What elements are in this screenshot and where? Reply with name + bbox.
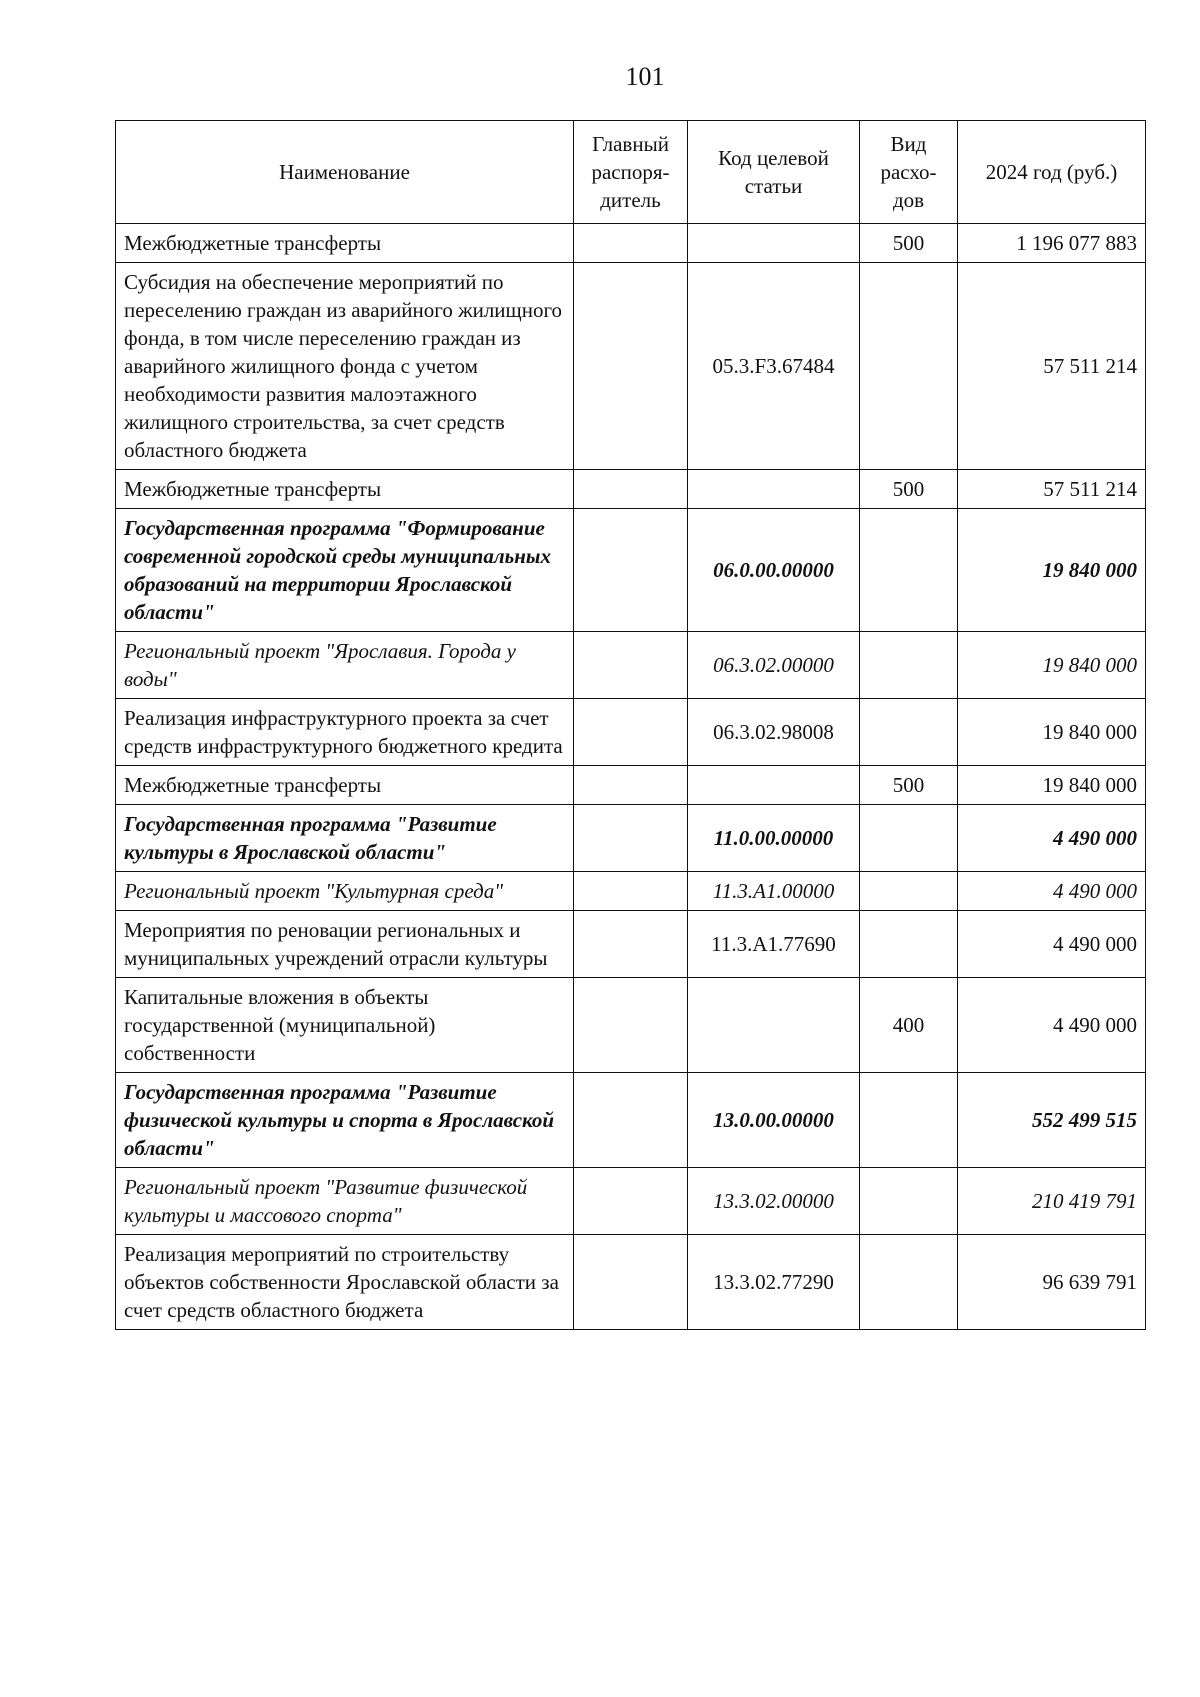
cell-sum: 1 196 077 883 bbox=[958, 224, 1146, 263]
cell-sum: 210 419 791 bbox=[958, 1168, 1146, 1235]
cell-name: Региональный проект "Ярославия. Города у воды" bbox=[116, 632, 574, 699]
cell-sum: 4 490 000 bbox=[958, 911, 1146, 978]
cell-sum: 19 840 000 bbox=[958, 699, 1146, 766]
cell-code: 06.0.00.00000 bbox=[688, 509, 860, 632]
cell-glavny bbox=[574, 224, 688, 263]
cell-name: Субсидия на обеспечение мероприятий по переселению граждан из аварийного жилищного фонда, в том числе переселению граждан из аварийного жилищного фонда с учетом необходимости развития малоэтажного жилищного строительства, за счет средств областного бюджета bbox=[116, 263, 574, 470]
cell-glavny bbox=[574, 1073, 688, 1168]
cell-vid: 400 bbox=[860, 978, 958, 1073]
cell-sum: 4 490 000 bbox=[958, 805, 1146, 872]
table-row-program bbox=[116, 509, 1146, 632]
cell-code bbox=[688, 224, 860, 263]
table-row bbox=[116, 699, 1146, 766]
table-header-row bbox=[116, 121, 1146, 224]
cell-vid bbox=[860, 699, 958, 766]
cell-vid bbox=[860, 805, 958, 872]
cell-vid bbox=[860, 1235, 958, 1330]
table-row bbox=[116, 978, 1146, 1073]
header-code: Код целевой статьи bbox=[688, 121, 860, 224]
page-number: 101 bbox=[625, 62, 665, 91]
cell-vid bbox=[860, 632, 958, 699]
table-row-program bbox=[116, 805, 1146, 872]
cell-glavny bbox=[574, 263, 688, 470]
cell-name: Региональный проект "Культурная среда" bbox=[116, 872, 574, 911]
cell-glavny bbox=[574, 805, 688, 872]
cell-vid: 500 bbox=[860, 224, 958, 263]
cell-glavny bbox=[574, 1168, 688, 1235]
cell-name: Региональный проект "Развитие физической культуры и массового спорта" bbox=[116, 1168, 574, 1235]
cell-glavny bbox=[574, 766, 688, 805]
cell-glavny bbox=[574, 872, 688, 911]
table-row bbox=[116, 263, 1146, 470]
cell-sum: 552 499 515 bbox=[958, 1073, 1146, 1168]
cell-sum: 57 511 214 bbox=[958, 470, 1146, 509]
table-row bbox=[116, 1235, 1146, 1330]
cell-name: Межбюджетные трансферты bbox=[116, 224, 574, 263]
cell-code: 11.3.A1.77690 bbox=[688, 911, 860, 978]
cell-name: Межбюджетные трансферты bbox=[116, 470, 574, 509]
cell-code: 06.3.02.98008 bbox=[688, 699, 860, 766]
budget-table bbox=[115, 120, 1146, 1330]
header-name: Наименование bbox=[116, 121, 574, 224]
cell-name: Межбюджетные трансферты bbox=[116, 766, 574, 805]
table-row bbox=[116, 911, 1146, 978]
table-row-program bbox=[116, 1073, 1146, 1168]
header-vid: Вид расхо-дов bbox=[860, 121, 958, 224]
cell-name: Реализация инфраструктурного проекта за счет средств инфраструктурного бюджетного кредита bbox=[116, 699, 574, 766]
cell-sum: 4 490 000 bbox=[958, 978, 1146, 1073]
cell-vid bbox=[860, 1168, 958, 1235]
cell-code bbox=[688, 766, 860, 805]
cell-glavny bbox=[574, 632, 688, 699]
cell-name: Реализация мероприятий по строительству объектов собственности Ярославской области за счет средств областного бюджета bbox=[116, 1235, 574, 1330]
cell-glavny bbox=[574, 509, 688, 632]
cell-code: 06.3.02.00000 bbox=[688, 632, 860, 699]
table-row-project bbox=[116, 872, 1146, 911]
cell-vid bbox=[860, 1073, 958, 1168]
cell-vid bbox=[860, 263, 958, 470]
cell-code: 05.3.F3.67484 bbox=[688, 263, 860, 470]
cell-vid bbox=[860, 509, 958, 632]
cell-name: Государственная программа "Развитие физической культуры и спорта в Ярославской области" bbox=[116, 1073, 574, 1168]
cell-sum: 57 511 214 bbox=[958, 263, 1146, 470]
cell-vid bbox=[860, 911, 958, 978]
cell-code bbox=[688, 470, 860, 509]
table-row bbox=[116, 470, 1146, 509]
cell-name: Мероприятия по реновации региональных и муниципальных учреждений отрасли культуры bbox=[116, 911, 574, 978]
cell-code: 11.0.00.00000 bbox=[688, 805, 860, 872]
cell-vid bbox=[860, 872, 958, 911]
cell-glavny bbox=[574, 1235, 688, 1330]
header-year: 2024 год (руб.) bbox=[958, 121, 1146, 224]
cell-glavny bbox=[574, 911, 688, 978]
table-row bbox=[116, 766, 1146, 805]
table-row-project bbox=[116, 1168, 1146, 1235]
cell-code: 13.3.02.00000 bbox=[688, 1168, 860, 1235]
cell-vid: 500 bbox=[860, 766, 958, 805]
cell-sum: 19 840 000 bbox=[958, 632, 1146, 699]
cell-sum: 19 840 000 bbox=[958, 509, 1146, 632]
cell-sum: 19 840 000 bbox=[958, 766, 1146, 805]
cell-sum: 96 639 791 bbox=[958, 1235, 1146, 1330]
header-glavny: Главный распоря-дитель bbox=[574, 121, 688, 224]
cell-name: Капитальные вложения в объекты государственной (муниципальной) собственности bbox=[116, 978, 574, 1073]
cell-glavny bbox=[574, 470, 688, 509]
cell-name: Государственная программа "Развитие культуры в Ярославской области" bbox=[116, 805, 574, 872]
cell-code: 13.0.00.00000 bbox=[688, 1073, 860, 1168]
cell-sum: 4 490 000 bbox=[958, 872, 1146, 911]
cell-glavny bbox=[574, 978, 688, 1073]
cell-code: 11.3.A1.00000 bbox=[688, 872, 860, 911]
cell-name: Государственная программа "Формирование современной городской среды муниципальных образований на территории Ярославской области" bbox=[116, 509, 574, 632]
cell-glavny bbox=[574, 699, 688, 766]
cell-code: 13.3.02.77290 bbox=[688, 1235, 860, 1330]
cell-code bbox=[688, 978, 860, 1073]
cell-vid: 500 bbox=[860, 470, 958, 509]
table-row-project bbox=[116, 632, 1146, 699]
table-row bbox=[116, 224, 1146, 263]
